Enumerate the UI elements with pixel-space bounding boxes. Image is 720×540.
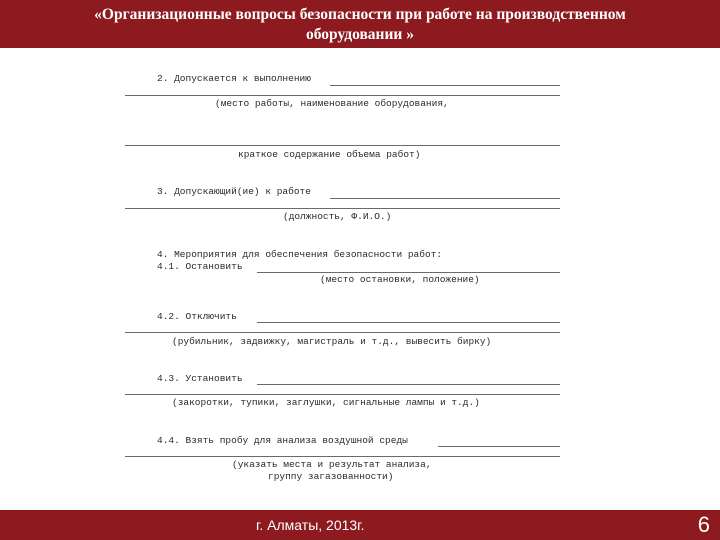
section-4-3-hint: (закоротки, тупики, заглушки, сигнальные лампы и т.д.) — [172, 397, 480, 408]
section-2-hint-2: краткое содержание объема работ) — [238, 149, 421, 160]
slide-title-line-2: оборудовании » — [306, 26, 414, 43]
section-4-3-field-line-2[interactable] — [125, 394, 560, 395]
section-4-4-field-line-2[interactable] — [125, 456, 560, 457]
section-4-1-hint: (место остановки, положение) — [320, 274, 480, 285]
section-4-1-label: 4.1. Остановить — [157, 261, 243, 272]
section-2-field-line-2[interactable] — [125, 95, 560, 96]
slide-title — [0, 0, 720, 48]
section-2-label: 2. Допускается к выполнению — [157, 73, 311, 84]
section-3-label: 3. Допускающий(ие) к работе — [157, 186, 311, 197]
section-4-2-label: 4.2. Отключить — [157, 311, 237, 322]
section-2-field-line-3[interactable] — [125, 145, 560, 146]
section-4-2-field-line-2[interactable] — [125, 332, 560, 333]
section-3-field-line-2[interactable] — [125, 208, 560, 209]
section-4-2-hint: (рубильник, задвижку, магистраль и т.д., вывесить бирку) — [172, 336, 492, 347]
section-4-3-label: 4.3. Установить — [157, 373, 243, 384]
page-number: 6 — [697, 512, 710, 537]
section-4-4-field[interactable] — [438, 446, 560, 447]
section-4-4-label: 4.4. Взять пробу для анализа воздушной среды — [157, 435, 408, 446]
section-4-2-field[interactable] — [257, 322, 560, 323]
permit-form — [0, 48, 720, 510]
section-4-4-hint-2: группу загазованности) — [268, 471, 394, 482]
slide-title-line-1: «Организационные вопросы безопасности при работе на производственном — [94, 6, 626, 23]
section-4-1-field[interactable] — [257, 272, 560, 273]
section-4-4-hint-1: (указать места и результат анализа, — [232, 459, 432, 470]
section-3-field[interactable] — [330, 198, 560, 199]
footer-location: г. Алматы, 2013г. — [256, 517, 365, 533]
section-4-3-field[interactable] — [257, 384, 560, 385]
section-3-hint: (должность, Ф.И.О.) — [283, 211, 392, 222]
slide-footer — [0, 510, 720, 540]
section-2-hint-1: (место работы, наименование оборудования, — [215, 98, 449, 109]
section-2-field[interactable] — [330, 85, 560, 86]
section-4-label: 4. Мероприятия для обеспечения безопасности работ: — [157, 249, 443, 260]
